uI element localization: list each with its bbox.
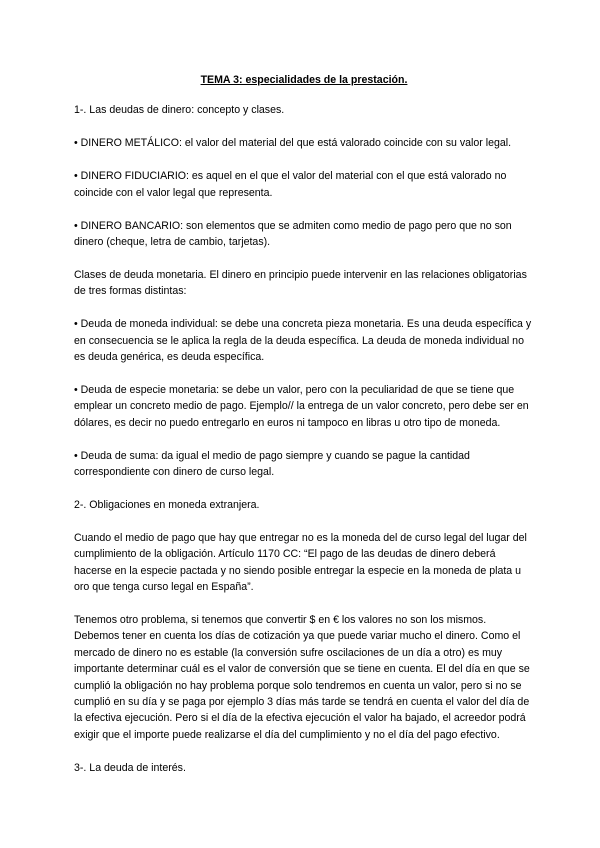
paragraph-conversion: Tenemos otro problema, si tenemos que convertir $ en € los valores no son los mismos. Debemos tener en cuenta los días de cotización ya que puede variar mucho el dinero. Como el mercado de dinero no es estable (la conversión sufre oscilaciones de un día a otro) es muy importante determinar cuál es el valor de conversión que se tiene en cuenta. El del día en que se cumplió la obligación no hay problema porque solo tendremos en cuenta un valor, pero si no se cumplió en su día y se paga por ejemplo 3 días más tarde se tendrá en cuenta el valor del día de la efectiva ejecución. Pero si el día de la efectiva ejecución el valor ha bajado, el acreedor podrá exigir que el importe puede realizarse el día del cumplimiento y no el día del pago efectivo. (74, 613, 530, 741)
bullet-dinero-metalico: • DINERO METÁLICO: el valor del material del que está valorado coincide con su valor legal. (74, 137, 512, 150)
section-heading-1: 1-. Las deudas de dinero: concepto y clases. (74, 104, 285, 117)
section-heading-3: 3-. La deuda de interés. (74, 761, 186, 774)
bullet-moneda-individual: • Deuda de moneda individual: se debe una concreta pieza monetaria. Es una deuda específica y en consecuencia se le aplica la regla de la deuda específica. La deuda de moneda individual no es deuda genérica, es deuda específica. (74, 318, 532, 363)
paragraph-clases-deuda: Clases de deuda monetaria. El dinero en principio puede intervenir en las relaciones obligatorias de tres formas distintas: (74, 268, 527, 298)
paragraph-moneda-extranjera: Cuando el medio de pago que hay que entregar no es la moneda del de curso legal del lugar del cumplimiento de la obligación. Artículo 1170 CC: “El pago de las deudas de dinero deberá hacerse en la especie pactada y no siendo posible entregar la especie en la moneda de plata u oro que tenga curso legal en España”. (74, 531, 527, 594)
bullet-dinero-bancario: • DINERO BANCARIO: son elementos que se admiten como medio de pago pero que no son dinero (cheque, letra de cambio, tarjetas). (74, 219, 512, 248)
section-heading-2: 2-. Obligaciones en moneda extranjera. (74, 498, 260, 511)
document-body (74, 72, 534, 793)
bullet-especie-monetaria: • Deuda de especie monetaria: se debe un valor, pero con la peculiaridad de que se tiene que emplear un concreto medio de pago. Ejemplo// la entrega de un valor concreto, pero debe ser en dólares, es decir no puedo entregarlo en euros ni tampoco en libras u otro tipo de moneda. (74, 383, 529, 429)
bullet-dinero-fiduciario: • DINERO FIDUCIARIO: es aquel en el que el valor del material con el que está valorado no coincide con el valor legal que representa. (74, 170, 507, 199)
bullet-deuda-suma: • Deuda de suma: da igual el medio de pago siempre y cuando se pague la cantidad correspondiente con dinero de curso legal. (74, 449, 470, 478)
document-title: TEMA 3: especialidades de la prestación. (200, 74, 408, 86)
